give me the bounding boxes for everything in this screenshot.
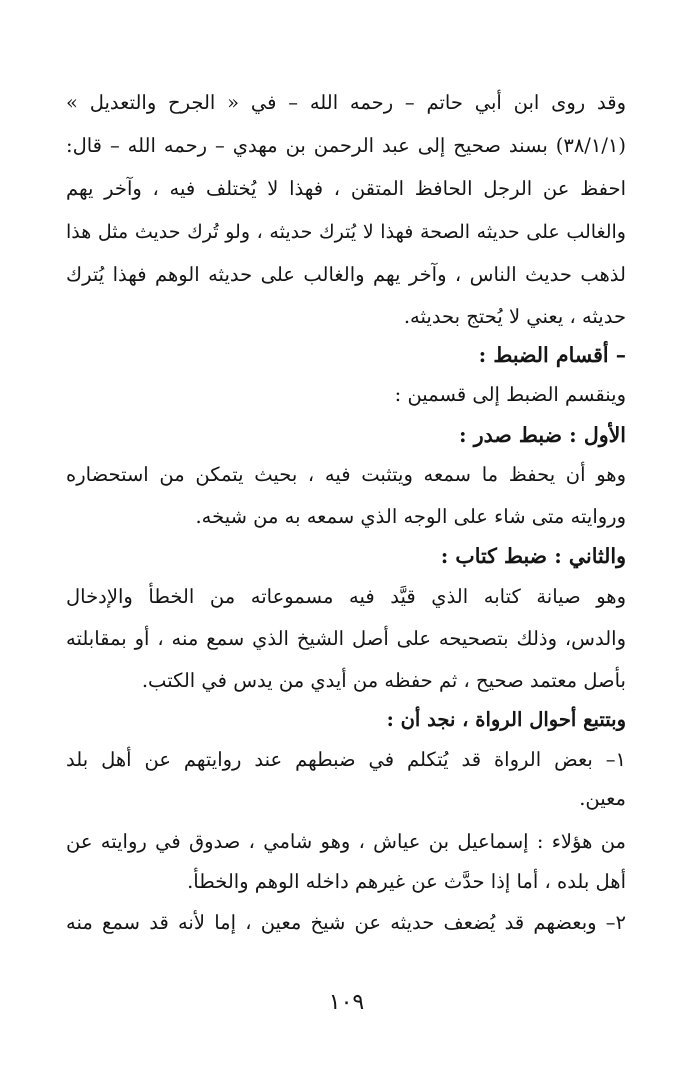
text-line-4: والغالب على حديثه الصحة فهذا لا يُترك حديثه ، ولو تُرك حديث مثل هذا: [66, 221, 626, 243]
text-line-11: وروايته متى شاء على الوجه الذي سمعه به من شيخه.: [195, 505, 626, 528]
text-line-18: معين.: [579, 787, 626, 810]
text-line-16: وبتتبع أحوال الرواة ، نجد أن :: [386, 708, 626, 731]
page-number: ١٠٩: [328, 990, 365, 1015]
text-line-21: ٢– وبعضهم قد يُضعف حديثه عن شيخ معين ، إما لأنه قد سمع منه: [66, 911, 626, 934]
text-line-14: والدس، وذلك بتصحيحه على أصل الشيخ الذي سمع منه ، أو بمقابلته: [66, 627, 626, 650]
text-line-6: حديثه ، يعني لا يُحتج بحديثه.: [403, 305, 626, 328]
text-line-10: وهو أن يحفظ ما سمعه ويتثبت فيه ، بحيث يتمكن من استحضاره: [66, 463, 626, 486]
text-line-19: من هؤلاء : إسماعيل بن عياش ، وهو شامي ، صدوق في روايته عن: [66, 830, 626, 853]
text-line-2: (٣٨/١/١) بسند صحيح إلى عبد الرحمن بن مهدي – رحمه الله – قال:: [66, 134, 626, 157]
text-line-8: وينقسم الضبط إلى قسمين :: [394, 383, 626, 406]
text-line-17: ١– بعض الرواة قد يُتكلم في ضبطهم عند روايتهم عن أهل بلد: [66, 748, 626, 771]
text-line-3: احفظ عن الرجل الحافظ المتقن ، فهذا لا يُختلف فيه ، وآخر يهم: [66, 177, 626, 200]
subheading-dabt-sadr: الأول : ضبط صدر :: [459, 423, 626, 447]
section-heading-dabt: – أقسام الضبط :: [478, 343, 626, 367]
text-line-1: وقد روى ابن أبي حاتم – رحمه الله – في « الجرح والتعديل »: [66, 91, 626, 114]
text-line-20: أهل بلده ، أما إذا حدَّث عن غيرهم داخله الوهم والخطأ.: [187, 870, 626, 893]
subheading-dabt-kitab: والثاني : ضبط كتاب :: [440, 544, 626, 568]
text-line-5: لذهب حديث الناس ، وآخر يهم والغالب على حديثه الوهم فهذا يُترك: [66, 263, 626, 286]
text-line-13: وهو صيانة كتابه الذي قيَّد فيه مسموعاته من الخطأ والإدخال: [66, 585, 626, 608]
text-line-15: بأصل معتمد صحيح ، ثم حفظه من أيدي من يدس في الكتب.: [141, 669, 626, 692]
